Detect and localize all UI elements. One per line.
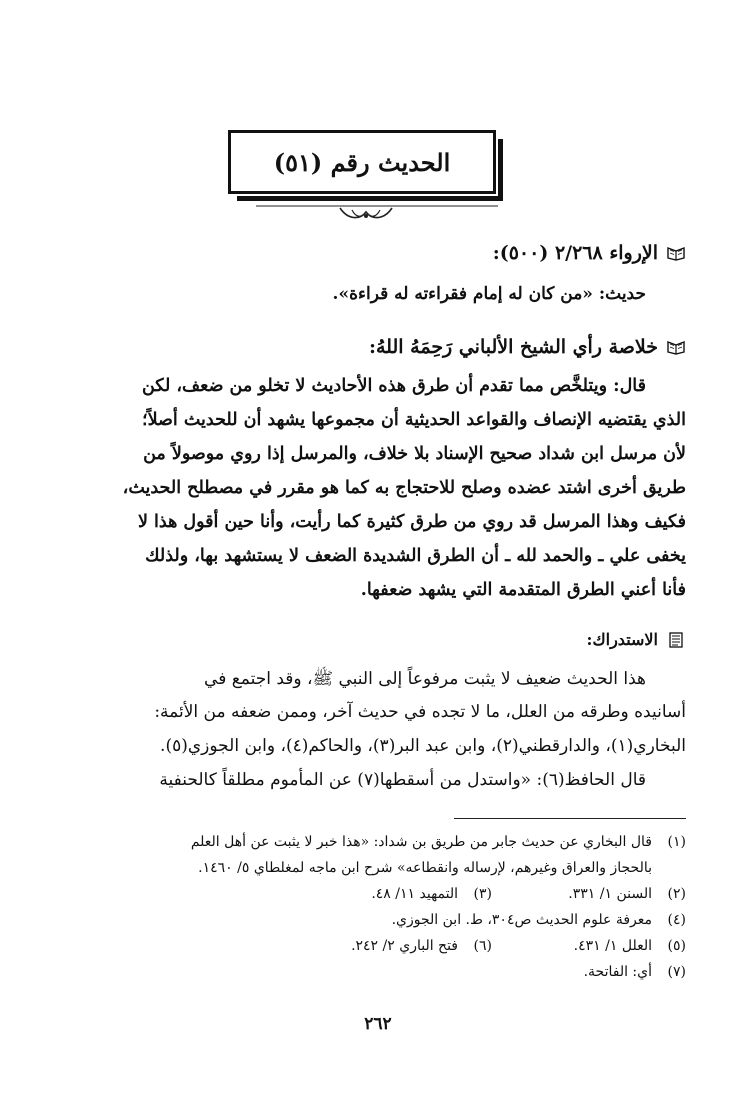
footnote-text: التمهيد ١١/ ٤٨.: [371, 886, 458, 902]
footnote-separator: [454, 818, 686, 819]
summary-line: قال: ويتلخَّص مما تقدم أن طرق هذه الأحاديث لا تخلو من ضعف، لكن: [141, 376, 646, 396]
footnote-number: (٥): [667, 938, 686, 954]
footnote-text: أي: الفاتحة.: [583, 964, 652, 980]
istidrak-line: قال الحافظ(٦): «واستدل من أسقطها(٧) عن المأموم مطلقاً كالحنفية: [159, 770, 646, 790]
istidrak-line: أسانيده وطرقه من العلل، ما لا تجده في حديث آخر، وممن ضعفه من الأئمة:: [154, 702, 686, 722]
irwaa-heading-text: الإرواء ٢/٢٦٨ (٥٠٠):: [492, 242, 658, 264]
summary-line: طريق أخرى اشتد عضده وصلح للاحتجاج به كما هو مقرر في مصطلح الحديث،: [122, 478, 686, 498]
footnote-text: بالحجاز والعراق وغيرهم، لإرساله وانقطاعه» شرح ابن ماجه لمغلطاي ٥/ ١٤٦٠.: [198, 860, 652, 876]
hadith-text: حديث: «من كان له إمام فقراءته له قراءة».: [332, 284, 646, 304]
footnote-text: السنن ١/ ٣٣١.: [568, 886, 652, 902]
summary-line: يخفى علي ـ والحمد لله ـ أن الطرق الشديدة الضعف لا يستشهد بها، ولذلك: [145, 546, 686, 566]
footnote-number: (٤): [667, 912, 686, 928]
book-icon: [666, 339, 686, 355]
istidrak-line: هذا الحديث ضعيف لا يثبت مرفوعاً إلى النبي ﷺ، وقد اجتمع في: [204, 669, 646, 689]
title-box: [228, 130, 496, 194]
book-icon: [666, 245, 686, 261]
page-title: الحديث رقم (٥١): [273, 147, 451, 177]
istidrak-line: البخاري(١)، والدارقطني(٢)، وابن عبد البر(٣)، والحاكم(٤)، وابن الجوزي(٥).: [160, 736, 686, 756]
footnote-number: (١): [667, 834, 686, 850]
istidrak-heading-text: الاستدراك:: [586, 630, 658, 649]
footnote-text: فتح الباري ٢/ ٢٤٢.: [351, 938, 458, 954]
page-number: ٢٦٢: [364, 1014, 392, 1034]
summary-heading-text: خلاصة رأي الشيخ الألباني رَحِمَهُ اللهُ:: [368, 336, 658, 358]
ornament-divider: [0, 200, 756, 224]
footnote-number: (٧): [667, 964, 686, 980]
footnote-7: [46, 964, 686, 980]
irwaa-heading: [66, 242, 686, 264]
footnote-number: (٦): [473, 938, 492, 954]
footnote-1: [46, 834, 686, 850]
footnote-text: العلل ١/ ٤٣١.: [573, 938, 652, 954]
footnote-text: معرفة علوم الحديث ص٣٠٤، ط. ابن الجوزي.: [391, 912, 652, 928]
footnote-4: [46, 912, 686, 928]
summary-line: الذي يقتضيه الإنصاف والقواعد الحديثية أن مجموعها يشهد أن للحديث أصلاً؛: [142, 410, 686, 430]
footnote-2-3: [46, 886, 686, 902]
istidrak-heading: [66, 630, 686, 649]
footnote-1-continued: [46, 860, 686, 876]
summary-line: لأن مرسل ابن شداد صحيح الإسناد بلا خلاف، والمرسل إذا روي موصولاً من: [143, 444, 686, 464]
footnote-number: (٢): [667, 886, 686, 902]
footnote-number: (٣): [473, 886, 492, 902]
document-icon: [666, 632, 686, 648]
summary-line: فأنا أعني الطرق المتقدمة التي يشهد ضعفها.: [360, 580, 686, 600]
summary-heading: [66, 336, 686, 358]
summary-line: فكيف وهذا المرسل قد روي من طرق كثيرة كما رأيت، وأنا حين أقول هذا لا: [137, 512, 686, 532]
footnote-text: قال البخاري عن حديث جابر من طريق بن شداد: «هذا خبر لا يثبت عن أهل العلم: [190, 834, 652, 850]
footnote-5-6: [46, 938, 686, 954]
